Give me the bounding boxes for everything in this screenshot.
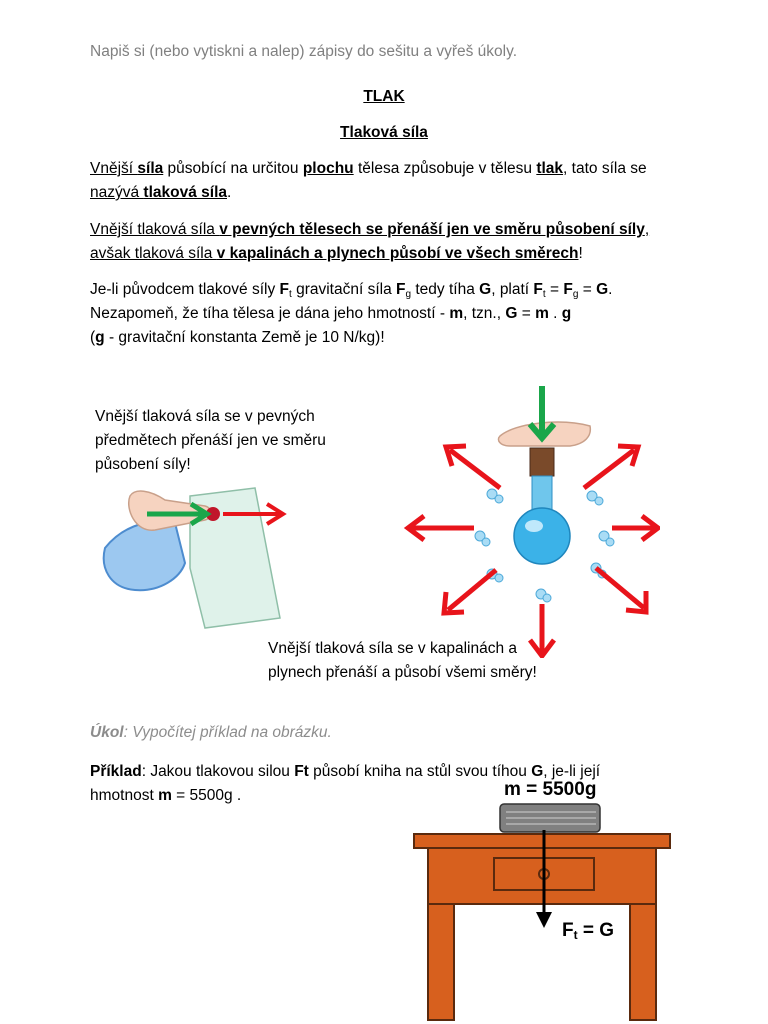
symbol-g: g [561,305,572,322]
subscript-g: g [572,289,579,300]
symbol-m: m [535,305,549,322]
table-leg-left [428,904,454,1020]
symbol-F: F [563,281,573,298]
symbol-Ft: Ft [294,763,309,780]
text: ( [90,329,96,346]
symbol-F: F [396,281,406,298]
text: , [644,221,650,238]
text: Vnější tlaková síla [90,221,220,238]
task-text: : Vypočítej příklad na obrázku. [123,724,332,741]
text: avšak tlaková síla [90,245,217,262]
table-leg-right [630,904,656,1020]
text: tedy tíha [411,281,480,298]
section-title: Tlaková síla [340,124,428,141]
rule-fluids: v kapalinách a plynech působí ve všech směrech [216,245,579,262]
force-arrow-head [536,912,552,928]
solid-pressure-illustration [95,478,295,638]
text: , tzn., [463,305,506,322]
definition-line-1 [90,157,647,181]
page-title: TLAK [363,88,405,105]
sphere-highlight [525,520,543,532]
subscript-g: g [405,289,412,300]
gravity-line-3 [90,326,385,350]
text: ! [578,245,583,262]
definition-line-2 [90,181,231,205]
mass-label: m = 5500g [504,779,597,800]
text: gravitační síla [291,281,397,298]
subscript-t: t [542,289,546,300]
solid-caption-line-1: Vnější tlaková síla se v pevných [95,408,315,425]
text: : Jakou tlakovou silou [141,763,295,780]
gravity-line-2 [90,302,571,326]
text: působí kniha na stůl svou tíhou [308,763,532,780]
symbol-F: F [279,281,289,298]
solid-caption-line-2: předmětech přenáší jen ve směru [95,432,326,449]
text: . [608,281,613,298]
text: , je-li její [543,763,601,780]
text: . [548,305,562,322]
sleeve [104,521,185,590]
text: . [227,184,232,201]
text: Nezapomeň, že tíha tělesa je dána jeho hmotností - [90,305,450,322]
text: tělesa způsobuje v tělesu [353,160,537,177]
symbol-G: G [479,281,492,298]
text: , platí [491,281,534,298]
text: = [517,305,536,322]
equals: = [549,281,560,298]
rule-solids: v pevných tělesech se přenáší jen ve směru působení síly [219,221,645,238]
rule-line-1 [90,218,649,242]
subscript-t: t [573,928,578,942]
water-sphere [514,508,570,564]
text: Je-li původcem tlakové síly [90,281,280,298]
symbol-m: m [158,787,172,804]
text: Vnější [90,160,138,177]
symbol-G: G [505,305,518,322]
text: - gravitační konstanta Země je 10 N/kg)! [104,329,385,346]
table-with-book-illustration [408,800,678,1024]
text: = 5500g . [171,787,242,804]
term-sila: síla [137,160,164,177]
syringe-plunger [530,448,554,476]
task-line [90,721,332,745]
rule-line-2 [90,242,583,266]
task-label: Úkol [90,724,124,741]
symbol-G: G [531,763,544,780]
gravity-line-1 [90,278,612,302]
example-line-2 [90,784,241,808]
term-tlakova-sila: tlaková síla [143,184,227,201]
tabletop [414,834,670,848]
symbol-F: F [533,281,543,298]
text: = G [577,920,615,941]
equals: = [582,281,592,298]
symbol-g: g [95,329,105,346]
example-label: Příklad [90,763,142,780]
fluid-pressure-illustration [400,378,660,658]
symbol-G: G [596,281,609,298]
text: působící na určitou [163,160,303,177]
solid-caption-line-3: působení síly! [95,456,191,473]
text: hmotnost [90,787,159,804]
fluid-caption-line-1: Vnější tlaková síla se v kapalinách a [268,640,517,657]
symbol-m: m [449,305,464,322]
term-plochu: plochu [302,160,354,177]
term-tlak: tlak [536,160,564,177]
text: , tato síla se [563,160,647,177]
text: nazývá [90,184,144,201]
intro-text: Napiš si (nebo vytiskni a nalep) zápisy do sešitu a vyřeš úkoly. [90,43,518,60]
fluid-caption-line-2: plynech přenáší a působí všemi směry! [268,664,537,681]
force-label [562,920,614,942]
subscript-t: t [289,289,292,300]
symbol-F: F [562,920,574,941]
